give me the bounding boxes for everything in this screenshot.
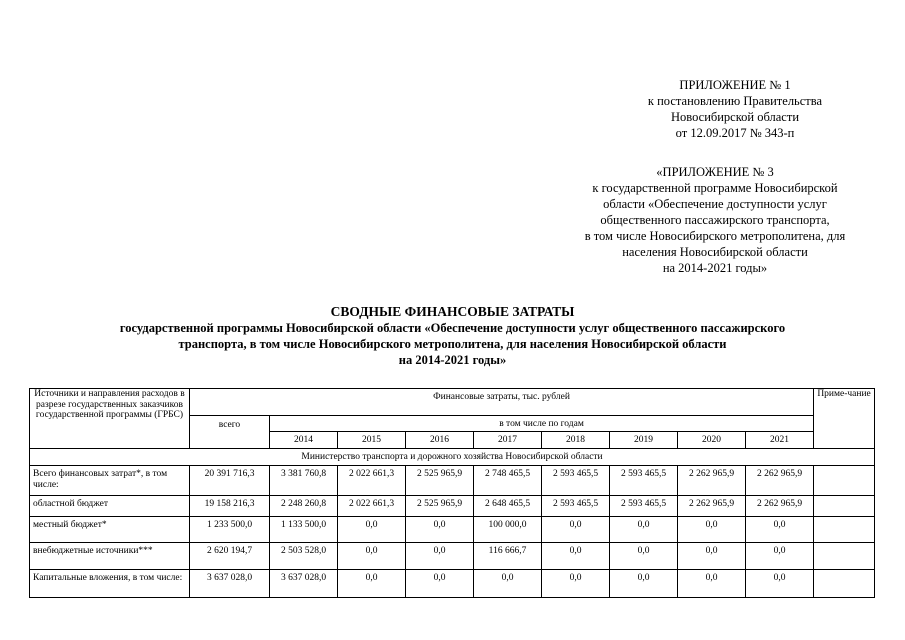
appendix-1-line: ПРИЛОЖЕНИЕ № 1 <box>679 78 791 92</box>
table-row <box>30 466 875 496</box>
row-year-value: 0,0 <box>338 517 406 543</box>
row-year-value: 0,0 <box>678 543 746 570</box>
row-year-value: 0,0 <box>610 543 678 570</box>
row-year-value: 2 525 965,9 <box>406 496 474 517</box>
header-sources: Источники и направления расходов в разрезе государственных заказчиков государственной программы (ГРБС) <box>30 389 190 449</box>
row-label: областной бюджет <box>30 496 190 517</box>
title-line: транспорта, в том числе Новосибирского метрополитена, для населения Новосибирской области <box>178 337 727 351</box>
appendix-3-header <box>545 164 885 276</box>
row-year-value: 0,0 <box>406 517 474 543</box>
row-year-value: 0,0 <box>474 570 542 598</box>
row-year-value: 0,0 <box>406 570 474 598</box>
row-year-value: 2 262 965,9 <box>678 496 746 517</box>
row-year-value: 3 637 028,0 <box>270 570 338 598</box>
header-year-cell: 2016 <box>406 432 474 449</box>
row-total: 2 620 194,7 <box>190 543 270 570</box>
row-label: Всего финансовых затрат*, в том числе: <box>30 466 190 496</box>
row-year-value: 2 262 965,9 <box>746 466 814 496</box>
row-year-value: 2 593 465,5 <box>610 496 678 517</box>
row-year-value: 0,0 <box>542 517 610 543</box>
table-body <box>30 449 875 598</box>
row-year-value: 0,0 <box>338 543 406 570</box>
header-year-cell: 2017 <box>474 432 542 449</box>
header-total: всего <box>190 416 270 449</box>
appendix-3-line: области «Обеспечение доступности услуг <box>603 197 827 211</box>
row-year-value: 2 022 661,3 <box>338 466 406 496</box>
header-note: Приме-чание <box>814 389 875 449</box>
row-year-value: 2 248 260,8 <box>270 496 338 517</box>
row-year-value: 0,0 <box>746 517 814 543</box>
row-label: Капитальные вложения, в том числе: <box>30 570 190 598</box>
appendix-3-line: к государственной программе Новосибирской <box>592 181 838 195</box>
header-year-cell: 2015 <box>338 432 406 449</box>
row-year-value: 0,0 <box>610 570 678 598</box>
row-note <box>814 543 875 570</box>
header-year-cell: 2021 <box>746 432 814 449</box>
row-year-value: 0,0 <box>746 543 814 570</box>
header-year-cell: 2020 <box>678 432 746 449</box>
row-year-value: 0,0 <box>542 543 610 570</box>
appendix-3-line: «ПРИЛОЖЕНИЕ № 3 <box>656 165 774 179</box>
row-year-value: 0,0 <box>678 570 746 598</box>
financial-costs-table <box>29 388 875 598</box>
row-year-value: 100 000,0 <box>474 517 542 543</box>
row-total: 20 391 716,3 <box>190 466 270 496</box>
row-total: 19 158 216,3 <box>190 496 270 517</box>
header-financial-costs: Финансовые затраты, тыс. рублей <box>190 389 814 416</box>
row-year-value: 2 525 965,9 <box>406 466 474 496</box>
row-year-value: 2 593 465,5 <box>610 466 678 496</box>
row-year-value: 0,0 <box>338 570 406 598</box>
appendix-3-line: общественного пассажирского транспорта, <box>600 213 830 227</box>
appendix-3-line: на 2014-2021 годы» <box>662 261 768 275</box>
row-year-value: 0,0 <box>610 517 678 543</box>
row-year-value: 0,0 <box>746 570 814 598</box>
table-row <box>30 570 875 598</box>
row-note <box>814 466 875 496</box>
row-year-value: 2 262 965,9 <box>678 466 746 496</box>
row-note <box>814 517 875 543</box>
row-year-value: 2 748 465,5 <box>474 466 542 496</box>
appendix-3-line: населения Новосибирской области <box>622 245 808 259</box>
appendix-1-line: к постановлению Правительства <box>647 94 823 108</box>
appendix-1-line: Новосибирской области <box>670 110 800 124</box>
row-year-value: 0,0 <box>542 570 610 598</box>
title-line: на 2014-2021 годы» <box>398 353 507 367</box>
table-row <box>30 496 875 517</box>
row-year-value: 3 381 760,8 <box>270 466 338 496</box>
row-year-value: 2 648 465,5 <box>474 496 542 517</box>
row-year-value: 0,0 <box>678 517 746 543</box>
document-title <box>20 304 885 368</box>
row-year-value: 2 022 661,3 <box>338 496 406 517</box>
row-year-value: 1 133 500,0 <box>270 517 338 543</box>
row-note <box>814 570 875 598</box>
title-line: государственной программы Новосибирской области «Обеспечение доступности услуг общественного пассажирского <box>119 321 786 335</box>
appendix-1-header <box>600 77 870 141</box>
appendix-3-line: в том числе Новосибирского метрополитена, для <box>584 229 846 243</box>
row-total: 3 637 028,0 <box>190 570 270 598</box>
header-year-cell: 2018 <box>542 432 610 449</box>
row-label: местный бюджет* <box>30 517 190 543</box>
row-year-value: 2 503 528,0 <box>270 543 338 570</box>
header-year-cell: 2019 <box>610 432 678 449</box>
table-row <box>30 543 875 570</box>
row-year-value: 2 593 465,5 <box>542 466 610 496</box>
header-by-years: в том числе по годам <box>270 416 814 432</box>
row-label: внебюджетные источники*** <box>30 543 190 570</box>
title-main: СВОДНЫЕ ФИНАНСОВЫЕ ЗАТРАТЫ <box>330 304 575 319</box>
row-year-value: 116 666,7 <box>474 543 542 570</box>
row-year-value: 0,0 <box>406 543 474 570</box>
header-year-cell: 2014 <box>270 432 338 449</box>
row-note <box>814 496 875 517</box>
ministry-row: Министерство транспорта и дорожного хозяйства Новосибирской области <box>30 449 875 466</box>
row-year-value: 2 593 465,5 <box>542 496 610 517</box>
row-total: 1 233 500,0 <box>190 517 270 543</box>
table-row <box>30 517 875 543</box>
row-year-value: 2 262 965,9 <box>746 496 814 517</box>
appendix-1-line: от 12.09.2017 № 343-п <box>675 126 795 140</box>
